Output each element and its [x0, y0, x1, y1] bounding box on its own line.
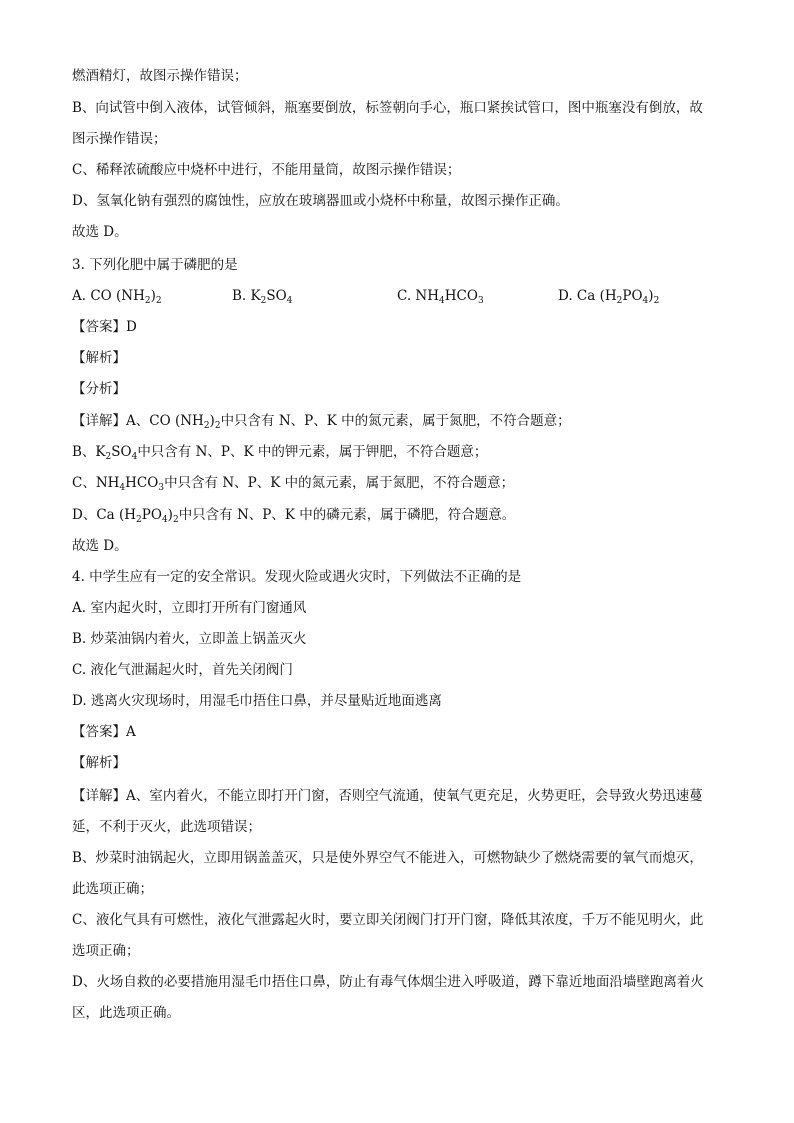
option-c: C. 液化气泄漏起火时，首先关闭阀门	[72, 662, 293, 678]
jiexi-tag: 【解析】	[72, 350, 126, 366]
detail-line-c: C、$NH_4HCO_3$中只含有 N、P、K 中的氮元素，属于氮肥，不符合题意；	[72, 475, 515, 493]
option-a: A. CO $(NH_2)_2$	[72, 288, 162, 306]
text-line: D、火场自救的必要措施用湿毛巾捂住口鼻，防止有毒气体烟尘进入呼吸道，蹲下靠近地面沿墙壁跑离着火	[72, 974, 704, 990]
text-line: C、液化气具有可燃性，液化气泄露起火时，要立即关闭阀门打开门窗，降低其浓度，千万不能见明火，此	[72, 912, 704, 928]
text-line: B、向试管中倒入液体，试管倾斜，瓶塞要倒放，标签朝向手心，瓶口紧挨试管口，图中瓶塞没有倒放，故	[72, 100, 703, 116]
detail-line-d: D、Ca $(H_2PO_4)_2$中只含有 N、P、K 中的磷元素，属于磷肥，符合题意。	[72, 507, 516, 525]
text-line: 图示操作错误；	[72, 131, 167, 147]
option-d: D. 逃离火灾现场时，用湿毛巾捂住口鼻，并尽量贴近地面逃离	[72, 693, 442, 709]
text-line: 燃酒精灯，故图示操作错误；	[72, 68, 248, 84]
text-line: B、炒菜时油锅起火，立即用锅盖盖灭，只是使外界空气不能进入，可燃物缺少了燃烧需要的氧气而熄灭，	[72, 850, 703, 866]
text-line: 选项正确；	[72, 943, 140, 959]
question-3-stem: 3. 下列化肥中属于磷肥的是	[72, 257, 238, 273]
question-4-stem: 4. 中学生应有一定的安全常识。发现火险或遇火灾时，下列做法不正确的是	[72, 569, 522, 585]
text-line: C、稀释浓硫酸应中烧杯中进行，不能用量筒，故图示操作错误；	[72, 162, 461, 178]
answer-tag: 【答案】	[72, 319, 126, 335]
text-line: 故选 D。	[72, 224, 128, 240]
option-b: B. 炒菜油锅内着火，立即盖上锅盖灭火	[72, 631, 307, 647]
detail-line-a: 【详解】A、CO $(NH_2)_2$中只含有 N、P、K 中的氮元素，属于氮肥，不符合题意；	[72, 413, 571, 431]
option-a: A. 室内起火时，立即打开所有门窗通风	[72, 600, 307, 616]
answer-value: D	[126, 319, 137, 335]
fenxi-tag: 【分析】	[72, 381, 126, 397]
text-line: 【详解】A、室内着火，不能立即打开门窗，否则空气流通，使氧气更充足，火势更旺，会导致火势迅速蔓	[72, 788, 703, 804]
detail-line-b: B、$K_2SO_4$中只含有 N、P、K 中的钾元素，属于钾肥，不符合题意；	[72, 444, 488, 462]
jiexi-tag: 【解析】	[72, 755, 126, 771]
text-line: 故选 D。	[72, 538, 128, 554]
text-line: 延，不利于灭火，此选项错误；	[72, 819, 261, 835]
option-c: C. $NH_4HCO_3$	[397, 288, 484, 306]
answer-tag: 【答案】	[72, 724, 126, 740]
text-line: D、氢氧化钠有强烈的腐蚀性，应放在玻璃器皿或小烧杯中称量，故图示操作正确。	[72, 193, 569, 209]
answer-line	[72, 722, 724, 742]
option-d: D. Ca $(H_2PO_4)_2$	[558, 288, 660, 306]
text-line: 此选项正确；	[72, 881, 153, 897]
option-b: B. $K_2SO_4$	[232, 288, 293, 306]
answer-value: A	[126, 724, 136, 740]
answer-line	[72, 317, 724, 337]
text-line: 区，此选项正确。	[72, 1005, 180, 1021]
